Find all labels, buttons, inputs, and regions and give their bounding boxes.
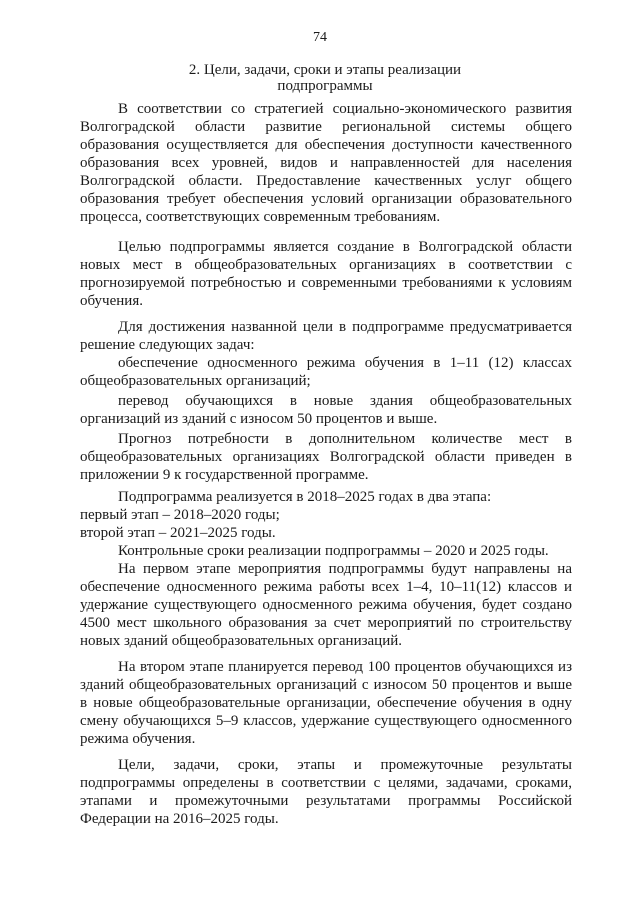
section-heading-line-1: 2. Цели, задачи, сроки и этапы реализации [188,62,462,78]
page-number: 74 [313,30,327,45]
paragraph-first-stage: На первом этапе мероприятия подпрограммы будут направлены на обеспечение односменного режима работы всех 1–4, 10–11(12) классов и удержание существующего односменного режима обучения, будет создано 4500 мест школьного образования за счет мероприятий по строительству новых зданий общеобразовательных организаций. [80,561,572,649]
paragraph-goal: Целью подпрограммы является создание в Волгоградской области новых мест в общеобразовательных организациях в соответствии с прогнозируемой потребностью и современными требованиями к условиям обучения. [80,239,572,309]
section-heading-line-2: подпрограммы [277,78,373,94]
document-body [80,100,572,828]
paragraph-stage-2: второй этап – 2021–2025 годы. [80,525,276,541]
paragraph-tasks-intro: Для достижения названной цели в подпрограмме предусматривается решение следующих задач: [80,319,572,353]
section-heading [80,62,570,94]
paragraph-task-2: перевод обучающихся в новые здания общеобразовательных организаций из зданий с износом 50 процентов и выше. [80,393,572,427]
paragraph-stage-1: первый этап – 2018–2020 годы; [80,507,280,523]
paragraph-strategy: В соответствии со стратегией социально-экономического развития Волгоградской области развитие региональной системы общего образования осуществляется для обеспечения доступности качественного образования всех уровней, видов и направленностей для населения Волгоградской области. Предоставление качественных услуг общего образования требует обеспечения условий организации образовательного процесса, соответствующих современным требованиям. [80,101,572,225]
paragraph-task-1: обеспечение односменного режима обучения в 1–11 (12) классах общеобразовательных организаций; [80,355,572,389]
paragraph-control-dates: Контрольные сроки реализации подпрограммы – 2020 и 2025 годы. [118,543,549,559]
paragraph-second-stage: На втором этапе планируется перевод 100 процентов обучающихся из зданий общеобразовательных организаций с износом 50 процентов и выше в новые общеобразовательные организации, обеспечение обучения в одну смену обучающихся 5–9 классов, удержание существующего односменного режима обучения. [80,659,572,747]
paragraph-forecast: Прогноз потребности в дополнительном количестве мест в общеобразовательных организациях Волгоградской области приведен в приложении 9 к государственной программе. [80,431,572,483]
paragraph-results: Цели, задачи, сроки, этапы и промежуточные результаты подпрограммы определены в соответствии с целями, задачами, сроками, этапами и промежуточными результатами программы Российской Федерации на 2016–2025 годы. [80,757,572,827]
paragraph-stages-intro: Подпрограмма реализуется в 2018–2025 годах в два этапа: [118,489,492,505]
